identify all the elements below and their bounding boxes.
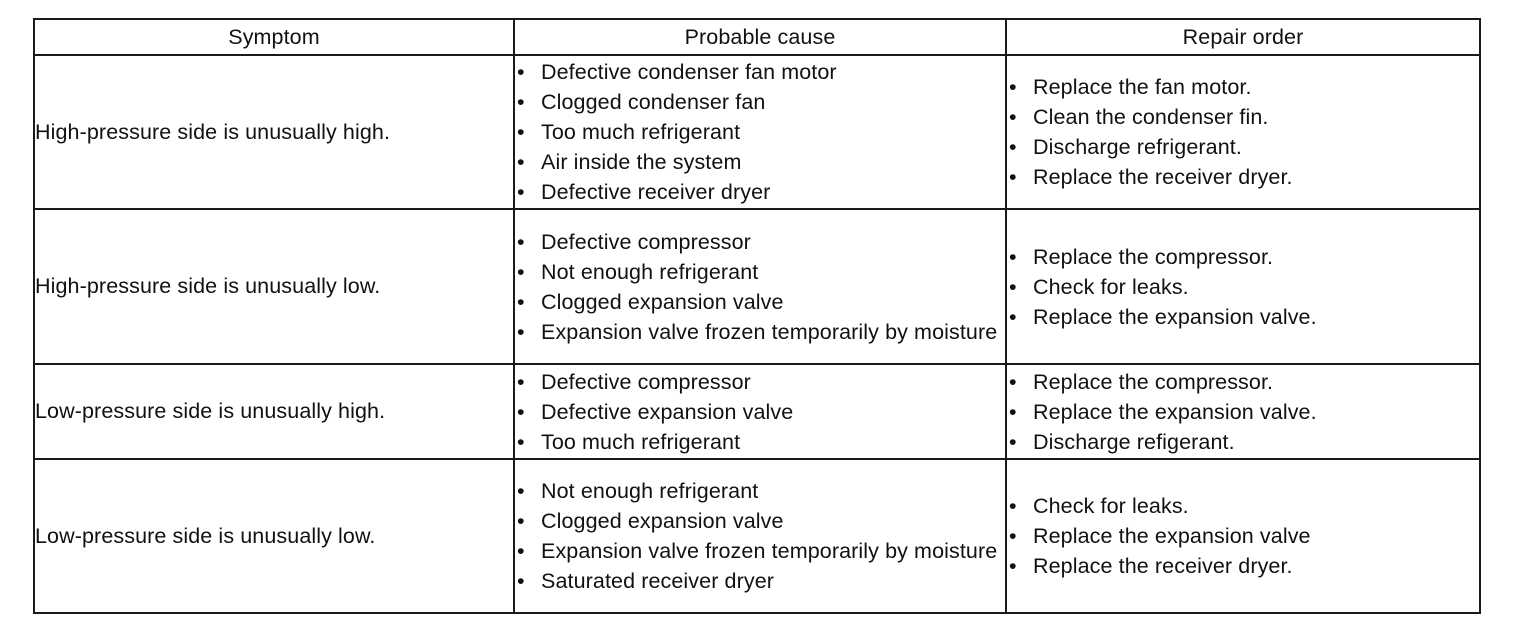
repair-text: Replace the expansion valve. — [1033, 304, 1317, 329]
bullet-icon: • — [1009, 554, 1017, 578]
cause-text: Too much refrigerant — [541, 120, 741, 144]
cause-text: Too much refrigerant — [541, 429, 741, 454]
table-row — [34, 459, 1480, 613]
repair-list — [1007, 242, 1479, 332]
list-item — [1007, 162, 1479, 192]
list-item — [515, 317, 1005, 347]
cause-list — [515, 227, 1005, 347]
list-item — [1007, 72, 1479, 102]
repair-text: Replace the expansion valve — [1033, 524, 1311, 548]
cause-list — [515, 367, 1005, 457]
bullet-icon: • — [1009, 524, 1017, 548]
list-item — [515, 536, 1005, 566]
repair-text: Check for leaks. — [1033, 274, 1189, 299]
list-item — [1007, 302, 1479, 332]
list-item — [515, 87, 1005, 117]
cause-text: Not enough refrigerant — [541, 479, 759, 503]
list-item — [1007, 242, 1479, 272]
bullet-icon: • — [1009, 369, 1017, 394]
cause-text: Defective compressor — [541, 369, 751, 394]
cause-text: Defective compressor — [541, 229, 751, 254]
cause-text: Defective expansion valve — [541, 399, 794, 424]
table-row — [34, 364, 1480, 459]
list-item — [515, 427, 1005, 457]
cause-text: Clogged condenser fan — [541, 90, 766, 114]
bullet-icon: • — [517, 429, 525, 454]
list-item — [515, 57, 1005, 87]
bullet-icon: • — [517, 289, 525, 314]
bullet-icon: • — [517, 369, 525, 394]
list-item — [515, 506, 1005, 536]
cause-cell — [514, 459, 1006, 613]
list-item — [515, 397, 1005, 427]
header-row — [34, 19, 1480, 55]
repair-list — [1007, 72, 1479, 192]
list-item — [515, 367, 1005, 397]
list-item — [1007, 491, 1479, 521]
list-item — [515, 147, 1005, 177]
cause-cell — [514, 364, 1006, 459]
bullet-icon: • — [517, 259, 525, 284]
cause-text: Defective receiver dryer — [541, 180, 771, 204]
list-item — [1007, 521, 1479, 551]
symptom-cell: High-pressure side is unusually low. — [34, 209, 514, 364]
list-item — [515, 117, 1005, 147]
header-repair-order: Repair order — [1006, 19, 1480, 55]
repair-text: Replace the expansion valve. — [1033, 399, 1317, 424]
cause-cell — [514, 55, 1006, 209]
header-symptom: Symptom — [34, 19, 514, 55]
cause-text: Expansion valve frozen temporarily by moisture — [541, 539, 998, 563]
repair-text: Replace the compressor. — [1033, 244, 1274, 269]
list-item — [1007, 132, 1479, 162]
repair-cell — [1006, 459, 1480, 613]
repair-cell — [1006, 209, 1480, 364]
list-item — [1007, 102, 1479, 132]
bullet-icon: • — [517, 60, 525, 84]
bullet-icon: • — [517, 90, 525, 114]
cause-cell — [514, 209, 1006, 364]
repair-cell — [1006, 364, 1480, 459]
list-item — [515, 177, 1005, 207]
cause-text: Clogged expansion valve — [541, 509, 784, 533]
bullet-icon: • — [517, 180, 525, 204]
bullet-icon: • — [1009, 165, 1017, 189]
repair-text: Discharge refrigerant. — [1033, 135, 1242, 159]
cause-text: Clogged expansion valve — [541, 289, 784, 314]
bullet-icon: • — [1009, 274, 1017, 299]
bullet-icon: • — [517, 120, 525, 144]
bullet-icon: • — [1009, 75, 1017, 99]
symptom-cell: High-pressure side is unusually high. — [34, 55, 514, 209]
symptom-cell: Low-pressure side is unusually high. — [34, 364, 514, 459]
bullet-icon: • — [517, 509, 525, 533]
bullet-icon: • — [1009, 244, 1017, 269]
bullet-icon: • — [517, 150, 525, 174]
repair-text: Replace the receiver dryer. — [1033, 554, 1293, 578]
repair-text: Discharge refigerant. — [1033, 429, 1235, 454]
bullet-icon: • — [1009, 429, 1017, 454]
list-item — [515, 476, 1005, 506]
list-item — [515, 566, 1005, 596]
header-probable-cause: Probable cause — [514, 19, 1006, 55]
repair-list — [1007, 367, 1479, 457]
symptom-cell: Low-pressure side is unusually low. — [34, 459, 514, 613]
bullet-icon: • — [1009, 399, 1017, 424]
repair-text: Replace the fan motor. — [1033, 75, 1252, 99]
bullet-icon: • — [517, 569, 525, 593]
list-item — [515, 287, 1005, 317]
bullet-icon: • — [1009, 494, 1017, 518]
repair-list — [1007, 491, 1479, 581]
repair-cell — [1006, 55, 1480, 209]
bullet-icon: • — [517, 479, 525, 503]
repair-text: Replace the receiver dryer. — [1033, 165, 1293, 189]
table-row — [34, 209, 1480, 364]
bullet-icon: • — [1009, 304, 1017, 329]
bullet-icon: • — [517, 229, 525, 254]
repair-text: Clean the condenser fin. — [1033, 105, 1269, 129]
list-item — [1007, 551, 1479, 581]
cause-text: Not enough refrigerant — [541, 259, 759, 284]
bullet-icon: • — [517, 399, 525, 424]
bullet-icon: • — [517, 539, 525, 563]
list-item — [515, 227, 1005, 257]
cause-text: Defective condenser fan motor — [541, 60, 837, 84]
repair-text: Check for leaks. — [1033, 494, 1189, 518]
bullet-icon: • — [517, 319, 525, 344]
repair-text: Replace the compressor. — [1033, 369, 1274, 394]
list-item — [1007, 367, 1479, 397]
cause-list — [515, 476, 1005, 596]
cause-text: Saturated receiver dryer — [541, 569, 775, 593]
cause-text: Air inside the system — [541, 150, 742, 174]
bullet-icon: • — [1009, 135, 1017, 159]
list-item — [1007, 272, 1479, 302]
cause-list — [515, 57, 1005, 207]
list-item — [1007, 427, 1479, 457]
cause-text: Expansion valve frozen temporarily by moisture — [541, 319, 998, 344]
table-row — [34, 55, 1480, 209]
troubleshooting-table — [33, 18, 1481, 614]
list-item — [1007, 397, 1479, 427]
bullet-icon: • — [1009, 105, 1017, 129]
list-item — [515, 257, 1005, 287]
